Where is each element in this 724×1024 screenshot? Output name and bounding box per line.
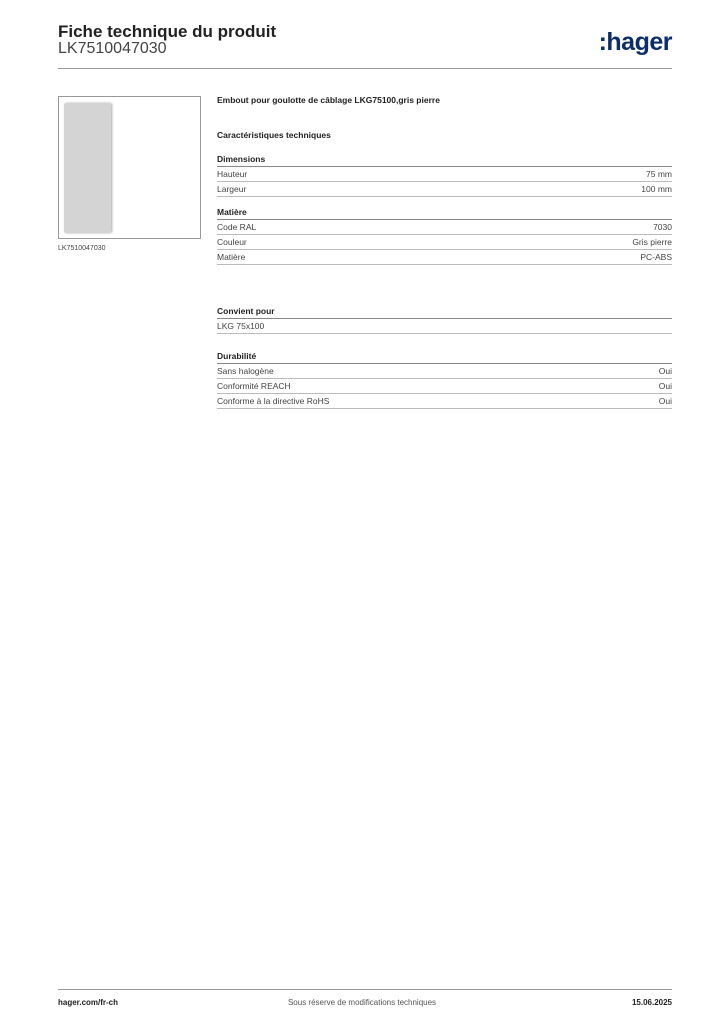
hager-logo: :hager	[598, 28, 672, 56]
product-title: Embout pour goulotte de câblage LKG75100,gris pierre	[217, 95, 440, 105]
spec-value: Gris pierre	[632, 237, 672, 247]
group-title: Durabilité	[217, 351, 672, 364]
spec-label: Hauteur	[217, 169, 248, 179]
spec-label: Conforme à la directive RoHS	[217, 396, 330, 406]
product-image	[58, 96, 201, 239]
group-material	[217, 207, 672, 265]
group-title: Dimensions	[217, 154, 672, 167]
spec-row	[217, 319, 672, 334]
spec-row	[217, 167, 672, 182]
end-cap-picture	[64, 103, 111, 233]
spec-value: 75 mm	[646, 169, 672, 179]
footer-website-link[interactable]: hager.com/fr-ch	[58, 998, 119, 1007]
spec-row	[217, 379, 672, 394]
spec-row	[217, 394, 672, 409]
spec-label: Couleur	[217, 237, 247, 247]
group-durability	[217, 351, 672, 409]
spec-value: 7030	[653, 222, 672, 232]
footer-date: 15.06.2025	[631, 998, 672, 1007]
spec-label: Largeur	[217, 184, 247, 194]
group-title: Matière	[217, 207, 672, 220]
page-title: Fiche technique du produit	[58, 22, 277, 41]
group-suitable-for	[217, 306, 672, 334]
technical-characteristics-heading: Caractéristiques techniques	[217, 130, 331, 140]
group-title: Convient pour	[217, 306, 672, 319]
spec-label: Code RAL	[217, 222, 257, 232]
spec-row	[217, 250, 672, 265]
spec-label: LKG 75x100	[217, 321, 265, 331]
spec-row	[217, 220, 672, 235]
spec-row	[217, 182, 672, 197]
spec-row	[217, 235, 672, 250]
spec-label: Sans halogène	[217, 366, 274, 376]
header-divider	[58, 68, 672, 69]
product-reference: LK7510047030	[58, 40, 167, 57]
product-image-caption: LK7510047030	[58, 245, 106, 252]
spec-value: Oui	[658, 366, 672, 376]
footer-divider	[58, 989, 672, 990]
spec-label: Matière	[217, 252, 246, 262]
product-details	[217, 95, 672, 409]
spec-value: Oui	[658, 381, 672, 391]
spec-value: 100 mm	[641, 184, 672, 194]
spec-value: Oui	[658, 396, 672, 406]
footer-disclaimer: Sous réserve de modifications techniques	[287, 998, 437, 1007]
spec-value: PC-ABS	[640, 252, 672, 262]
group-dimensions	[217, 154, 672, 197]
spec-row	[217, 364, 672, 379]
spec-label: Conformité REACH	[217, 381, 291, 391]
